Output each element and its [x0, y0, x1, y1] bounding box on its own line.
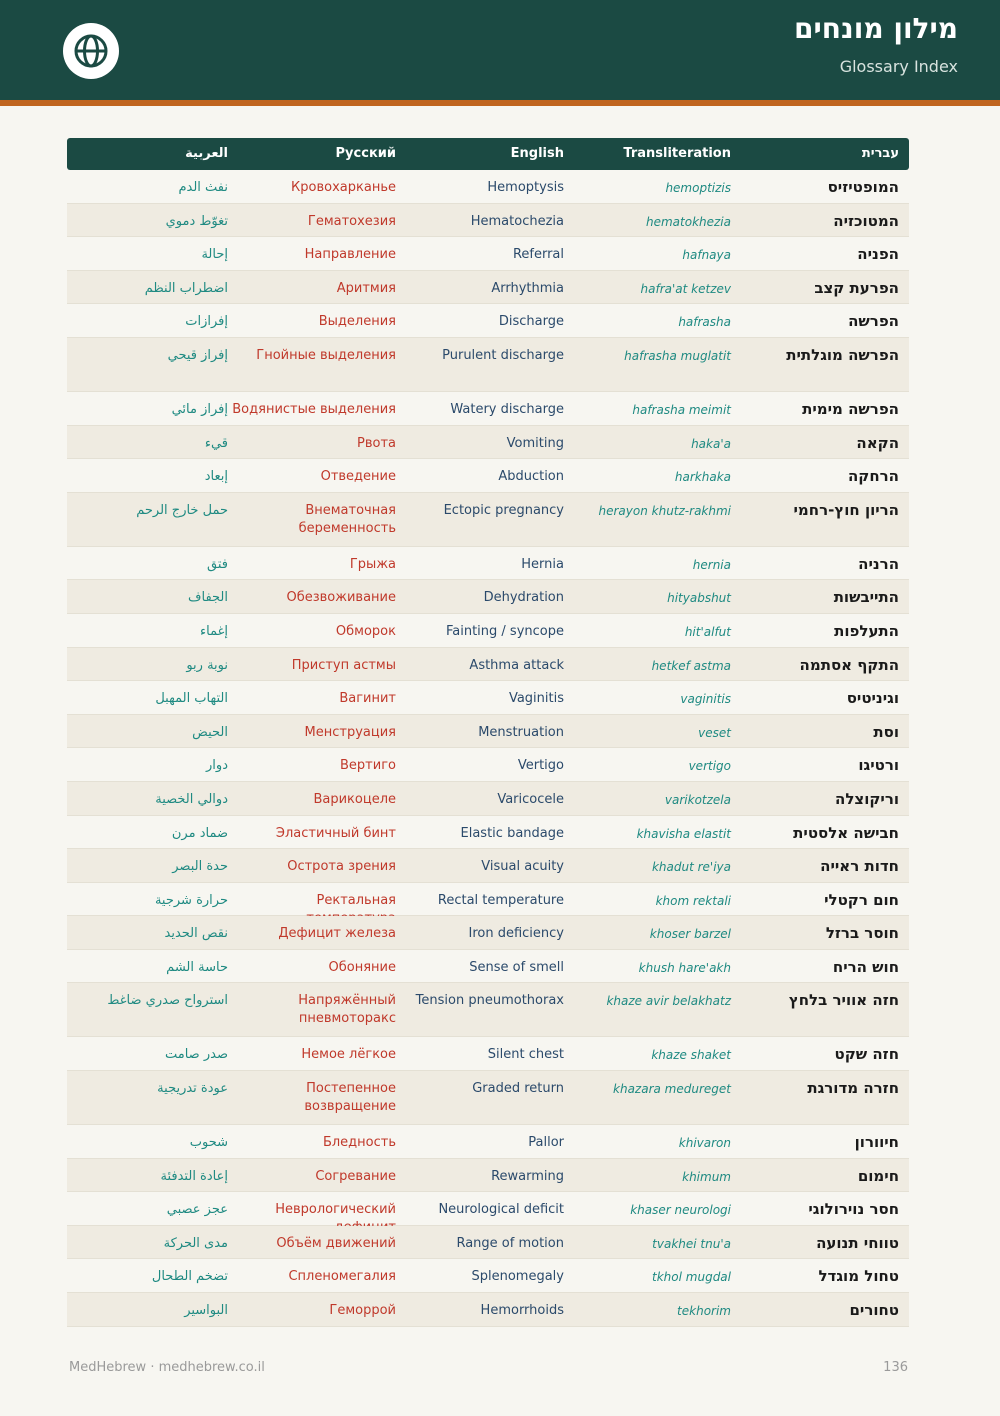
table-row: [67, 426, 909, 460]
cell-arabic: حاسة الشم: [166, 959, 228, 975]
cell-russian: Гематохезия: [307, 213, 396, 229]
cell-transliteration: khaser neurologi: [630, 1203, 731, 1218]
cell-hebrew: וסת: [873, 722, 899, 741]
cell-russian: Вертиго: [340, 758, 396, 774]
cell-english: Graded return: [472, 1081, 564, 1097]
cell-russian: Дефицит железа: [278, 926, 396, 942]
cell-hebrew: חזה שקט: [834, 1045, 899, 1064]
table-row: [67, 204, 909, 238]
cell-hebrew: וגיניטיס: [846, 689, 899, 708]
cell-hebrew: חבישה אלסטית: [793, 823, 899, 842]
cell-arabic: إحالة: [201, 247, 228, 263]
cell-english: Rewarming: [491, 1168, 564, 1184]
table-body: [67, 170, 909, 1327]
table-row: [67, 271, 909, 305]
cell-hebrew: הפרשה מוגלתית: [786, 345, 899, 364]
cell-english: Fainting / syncope: [445, 623, 564, 639]
cell-arabic: إفراز مائي: [171, 401, 228, 417]
cell-hebrew: התייבשות: [833, 588, 899, 607]
cell-english: Purulent discharge: [442, 347, 564, 363]
cell-arabic: إفراز قيحي: [167, 347, 228, 363]
table-row: [67, 392, 909, 426]
logo: [63, 23, 119, 79]
cell-russian: Обморок: [335, 623, 396, 639]
table-row: [67, 493, 909, 547]
cell-transliteration: hetkef astma: [651, 658, 731, 673]
page-title: מילון מונחים: [794, 12, 958, 45]
cell-hebrew: המטוכזיה: [833, 211, 899, 230]
cell-russian: Кровохарканье: [291, 180, 396, 195]
cell-arabic: حرارة شرجية: [154, 892, 228, 908]
cell-arabic: شحوب: [189, 1135, 228, 1151]
cell-hebrew: טחורים: [849, 1301, 899, 1320]
cell-russian: Аритмия: [336, 280, 396, 296]
cell-english: Varicocele: [497, 791, 564, 807]
table-row: [67, 883, 909, 917]
table-row: [67, 1125, 909, 1159]
cell-transliteration: hematokhezia: [645, 214, 731, 229]
table-row: [67, 1037, 909, 1071]
cell-english: Hematochezia: [470, 213, 564, 229]
cell-hebrew: הריון חוץ-רחמי: [793, 500, 899, 519]
cell-arabic: نفث الدم: [178, 180, 228, 195]
cell-transliteration: haka'a: [691, 436, 731, 451]
footer-site: MedHebrew · medhebrew.co.il: [69, 1360, 265, 1375]
cell-arabic: الجفاف: [188, 590, 228, 606]
cell-russian: Немое лёгкое: [301, 1047, 396, 1063]
cell-hebrew: חוש הריח: [832, 957, 899, 976]
cell-russian: Геморрой: [329, 1303, 396, 1319]
cell-english: Watery discharge: [450, 401, 564, 417]
table-row: [67, 715, 909, 749]
cell-english: Abduction: [498, 469, 564, 485]
cell-transliteration: khazara medureget: [613, 1082, 731, 1097]
column-header-hebrew: עברית: [861, 146, 899, 161]
cell-hebrew: וריקוצלה: [835, 789, 899, 808]
table-row: [67, 1259, 909, 1293]
cell-english: Range of motion: [456, 1235, 564, 1251]
cell-english: Hemoptysis: [487, 180, 564, 195]
cell-english: Referral: [512, 247, 564, 263]
glossary-table: [67, 138, 909, 1327]
cell-hebrew: התעלפות: [834, 621, 899, 640]
cell-transliteration: tkhol mugdal: [652, 1270, 731, 1285]
table-row: [67, 1159, 909, 1193]
table-row: [67, 170, 909, 204]
cell-arabic: دوالي الخصية: [155, 791, 228, 807]
cell-hebrew: הקאה: [856, 433, 899, 452]
table-row: [67, 748, 909, 782]
cell-russian: Объём движений: [276, 1235, 396, 1251]
cell-hebrew: הרניה: [858, 554, 899, 573]
cell-transliteration: hernia: [692, 557, 731, 572]
cell-english: Tension pneumothorax: [415, 993, 564, 1009]
cell-transliteration: hit'alfut: [684, 624, 731, 639]
cell-hebrew: חימום: [857, 1166, 899, 1185]
cell-english: Arrhythmia: [491, 280, 564, 296]
table-row: [67, 304, 909, 338]
cell-english: Neurological deficit: [438, 1202, 564, 1218]
cell-russian: Согревание: [315, 1168, 396, 1184]
cell-hebrew: התקף אסתמה: [799, 655, 899, 674]
column-header-english: English: [510, 146, 564, 161]
cell-transliteration: hafnaya: [682, 248, 731, 263]
cell-arabic: صدر صامت: [164, 1047, 228, 1063]
cell-russian: Водянистые выделения: [232, 401, 396, 417]
cell-english: Hemorrhoids: [480, 1303, 564, 1319]
table-row: [67, 681, 909, 715]
cell-arabic: التهاب المهبل: [155, 691, 228, 707]
cell-transliteration: khom rektali: [655, 893, 731, 908]
cell-transliteration: tekhorim: [677, 1304, 731, 1319]
cell-hebrew: הפרעת קצב: [814, 278, 899, 297]
cell-hebrew: הפניה: [857, 245, 899, 264]
cell-arabic: عجز عصبي: [166, 1202, 228, 1218]
cell-hebrew: חסר נוירולוגי: [808, 1200, 899, 1219]
cell-english: Visual acuity: [481, 859, 564, 875]
column-header-arabic: العربية: [185, 146, 228, 161]
cell-russian: Обезвоживание: [286, 590, 396, 606]
cell-arabic: مدى الحركة: [163, 1235, 228, 1251]
cell-arabic: نقص الحديد: [164, 926, 228, 942]
cell-transliteration: khadut re'iya: [651, 860, 731, 875]
column-header-transliteration: Transliteration: [623, 146, 731, 161]
cell-transliteration: khavisha elastit: [636, 826, 731, 841]
cell-transliteration: vertigo: [688, 759, 731, 774]
cell-russian: Напряжённый пневмоторакс: [298, 993, 396, 1027]
cell-hebrew: ורטיגו: [858, 756, 899, 775]
cell-english: Vaginitis: [508, 691, 564, 707]
cell-english: Rectal temperature: [437, 892, 564, 908]
cell-english: Vertigo: [517, 758, 564, 774]
cell-english: Elastic bandage: [460, 825, 564, 841]
cell-transliteration: hafrasha meimit: [632, 402, 731, 417]
cell-arabic: إغماء: [200, 623, 228, 639]
cell-english: Discharge: [498, 314, 564, 330]
cell-russian: Направление: [304, 247, 396, 263]
cell-english: Asthma attack: [469, 657, 564, 673]
cell-russian: Постепенное возвращение: [304, 1081, 396, 1115]
table-row: [67, 237, 909, 271]
cell-arabic: دوار: [206, 758, 228, 774]
header-accent-stripe: [0, 100, 1000, 106]
cell-russian: Отведение: [320, 469, 396, 485]
cell-russian: Вагинит: [339, 691, 396, 707]
cell-arabic: حمل خارج الرحم: [136, 502, 228, 518]
cell-hebrew: טחול מוגדל: [818, 1267, 899, 1286]
table-row: [67, 1071, 909, 1125]
table-row: [67, 816, 909, 850]
cell-english: Sense of smell: [469, 959, 564, 975]
page-subtitle: Glossary Index: [839, 57, 958, 76]
cell-arabic: إفرازات: [185, 314, 228, 330]
cell-arabic: اضطراب النظم: [144, 280, 228, 296]
table-row: [67, 782, 909, 816]
cell-transliteration: vaginitis: [680, 692, 731, 707]
cell-hebrew: חזרה מדורגת: [807, 1079, 899, 1098]
cell-arabic: استرواح صدري ضاغط: [107, 993, 228, 1009]
cell-russian: Эластичный бинт: [275, 825, 396, 841]
cell-hebrew: חדות ראייה: [820, 857, 899, 876]
cell-hebrew: חזה אוויר בלחץ: [788, 991, 899, 1010]
cell-english: Pallor: [528, 1135, 564, 1151]
cell-arabic: عودة تدريجية: [157, 1081, 228, 1097]
cell-russian: Неврологический: [275, 1202, 396, 1218]
cell-transliteration: khaze shaket: [651, 1048, 731, 1063]
cell-transliteration: hafrasha muglatit: [624, 348, 731, 363]
cell-transliteration: hemoptizis: [665, 181, 731, 195]
cell-arabic: فتق: [207, 556, 228, 572]
page-header: [0, 0, 1000, 100]
cell-russian: Гнойные выделения: [256, 347, 396, 363]
page-number: 136: [883, 1360, 908, 1375]
table-row: [67, 547, 909, 581]
cell-transliteration: khimum: [682, 1169, 731, 1184]
cell-transliteration: khivaron: [678, 1136, 731, 1151]
cell-english: Menstruation: [478, 724, 564, 740]
cell-transliteration: veset: [698, 725, 731, 740]
table-row: [67, 1192, 909, 1226]
cell-hebrew: חום רקטלי: [824, 890, 899, 909]
table-row: [67, 580, 909, 614]
table-row: [67, 338, 909, 392]
table-row: [67, 1226, 909, 1260]
cell-english: Ectopic pregnancy: [443, 502, 564, 518]
cell-russian: Ректальная: [316, 892, 396, 908]
cell-transliteration: khush hare'akh: [638, 960, 731, 975]
cell-russian: Варикоцеле: [313, 791, 396, 807]
cell-arabic: قيء: [204, 435, 228, 451]
cell-hebrew: הפרשה מימית: [802, 399, 899, 418]
cell-russian: Менструация: [304, 724, 396, 740]
table-header: [67, 138, 909, 170]
table-row: [67, 648, 909, 682]
table-row: [67, 849, 909, 883]
cell-transliteration: harkhaka: [674, 470, 731, 485]
cell-arabic: ضماد مرن: [171, 825, 228, 841]
cell-hebrew: המופטיזיס: [827, 178, 899, 196]
cell-transliteration: khaze avir belakhatz: [606, 994, 731, 1009]
cell-hebrew: חוסר ברזל: [825, 924, 899, 943]
cell-english: Iron deficiency: [468, 926, 564, 942]
cell-arabic: إبعاد: [204, 469, 228, 485]
globe-icon: [72, 32, 110, 70]
cell-english: Dehydration: [483, 590, 564, 606]
table-row: [67, 1293, 909, 1327]
table-row: [67, 950, 909, 984]
cell-arabic: نوبة ربو: [186, 657, 228, 673]
cell-transliteration: varikotzela: [664, 792, 731, 807]
cell-transliteration: tvakhei tnu'a: [652, 1236, 731, 1251]
cell-russian: Острота зрения: [287, 859, 396, 875]
cell-russian: Грыжа: [349, 556, 396, 572]
cell-hebrew: הרחקה: [848, 467, 899, 486]
column-header-russian: Русский: [335, 146, 396, 161]
cell-russian: Выделения: [318, 314, 396, 330]
cell-transliteration: herayon khutz-rakhmi: [598, 503, 731, 518]
table-row: [67, 983, 909, 1037]
cell-arabic: البواسير: [184, 1303, 228, 1319]
cell-english: Splenomegaly: [471, 1269, 564, 1285]
cell-arabic: تغوّط دموي: [165, 213, 228, 229]
cell-arabic: إعادة التدفئة: [160, 1168, 228, 1184]
cell-russian: Бледность: [322, 1135, 396, 1151]
table-row: [67, 459, 909, 493]
cell-english: Vomiting: [506, 435, 564, 451]
cell-transliteration: hityabshut: [667, 591, 731, 606]
cell-arabic: تضخم الطحال: [151, 1269, 228, 1285]
cell-english: Hernia: [521, 556, 564, 572]
cell-arabic: حدة البصر: [172, 859, 228, 875]
cell-hebrew: הפרשה: [848, 312, 899, 331]
cell-transliteration: hafra'at ketzev: [640, 281, 731, 296]
table-row: [67, 916, 909, 950]
cell-english: Silent chest: [487, 1047, 564, 1063]
cell-russian: Спленомегалия: [288, 1269, 396, 1285]
cell-hebrew: חיוורון: [854, 1133, 899, 1152]
cell-transliteration: khoser barzel: [649, 927, 731, 942]
cell-transliteration: hafrasha: [678, 315, 731, 330]
table-row: [67, 614, 909, 648]
cell-russian: Обоняние: [328, 959, 396, 975]
cell-hebrew: טווחי תנועה: [816, 1233, 899, 1252]
cell-arabic: الحيض: [192, 724, 228, 740]
cell-russian: Внематочная беременность: [298, 502, 396, 536]
cell-russian: Рвота: [357, 435, 396, 451]
cell-russian: Приступ астмы: [291, 657, 396, 673]
